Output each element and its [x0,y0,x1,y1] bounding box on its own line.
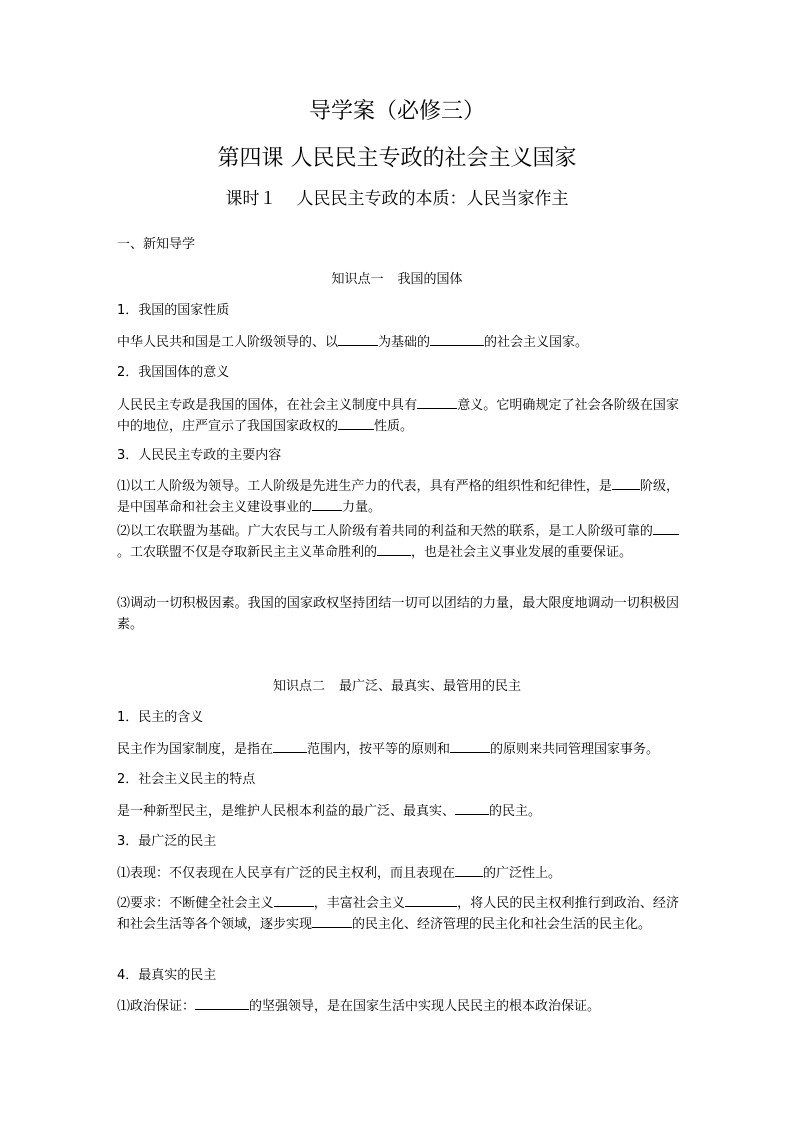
kp2-item1-text: 民主作为国家制度，是指在 范围内，按平等的原则和 的原则来共同管理国家事务。 [117,742,660,757]
kp2-item4-title: 4．最真实的民主 [117,968,217,983]
fill-blank[interactable] [430,333,484,346]
kp1-item3-para3: ⑶调动一切积极因素。我国的国家政权坚持团结一切可以团结的力量，最大限度地调动一切积极因素。 [117,596,679,632]
fill-blank[interactable] [653,522,679,535]
section-heading: 一、新知导学 [117,237,196,252]
fill-blank[interactable] [195,997,249,1010]
lesson-title: 第四课 人民民主专政的社会主义国家 [217,146,577,171]
kp2-item4-para1: ⑴政治保证： 的坚强领导，是在国家生活中实现人民民主的根本政治保证。 [117,999,601,1014]
knowledge-point-1-title: 知识点一 我国的国体 [331,272,463,287]
kp2-item1-title: 1．民主的含义 [117,710,204,725]
kp2-item3-para2: ⑵要求：不断健全社会主义 ，丰富社会主义 ，将人民的民主权利推行到政治、经济和社会生活等各个领域，逐步实现 的民主化、经济管理的民主化和社会生活的民主化。 [117,896,679,932]
kp1-item2-title: 2．我国国体的意义 [117,365,230,380]
document-title: 导学案（必修三） [308,99,485,124]
kp1-item3-para1: ⑴以工人阶级为领导。工人阶级是先进生产力的代表，具有严格的组织性和纪律性，是 阶级，是中国革命和社会主义建设事业的 力量。 [117,479,679,515]
kp1-item3-title: 3．人民民主专政的主要内容 [117,448,282,463]
fill-blank[interactable] [450,740,490,753]
kp2-item3-title: 3．最广泛的民主 [117,834,217,849]
fill-blank[interactable] [455,864,483,877]
period-topic: 人民民主专政的本质：人民当家作主 [296,189,569,209]
knowledge-point-2-title: 知识点二 最广泛、最真实、最管用的民主 [272,679,522,694]
fill-blank[interactable] [405,894,457,907]
kp1-item2-text: 人民民主专政是我国的国体，在社会主义制度中具有 意义。它明确规定了社会各阶级在国家中的地位，庄严宣示了我国国家政权的 性质。 [117,398,679,434]
fill-blank[interactable] [273,740,307,753]
kp1-item1-title: 1．我国的国家性质 [117,303,230,318]
fill-blank[interactable] [312,498,342,511]
kp1-item3-para2: ⑵以工农联盟为基础。广大农民与工人阶级有着共同的利益和天然的联系，是工人阶级可靠的。工农联盟不仅是夺取新民主主义革命胜利的 ，也是社会主义事业发展的重要保证。 [117,521,679,563]
kp2-item2-text: 是一种新型民主，是维护人民根本利益的最广泛、最真实、 的民主。 [117,804,542,819]
fill-blank[interactable] [338,417,374,430]
fill-blank[interactable] [612,477,640,490]
fill-blank[interactable] [274,894,314,907]
fill-blank[interactable] [338,333,378,346]
kp1-item1-text: 中华人民共和国是工人阶级领导的、以 为基础的 的社会主义国家。 [117,335,589,350]
fill-blank[interactable] [312,915,352,928]
period-label: 课时１ [225,189,277,209]
kp2-item3-para1: ⑴表现：不仅表现在人民享有广泛的民主权利，而且表现在 的广泛性上。 [117,866,562,881]
fill-blank[interactable] [377,543,411,556]
fill-blank[interactable] [455,802,489,815]
kp2-item2-title: 2．社会主义民主的特点 [117,772,256,787]
period-title [0,188,794,210]
fill-blank[interactable] [417,396,457,409]
